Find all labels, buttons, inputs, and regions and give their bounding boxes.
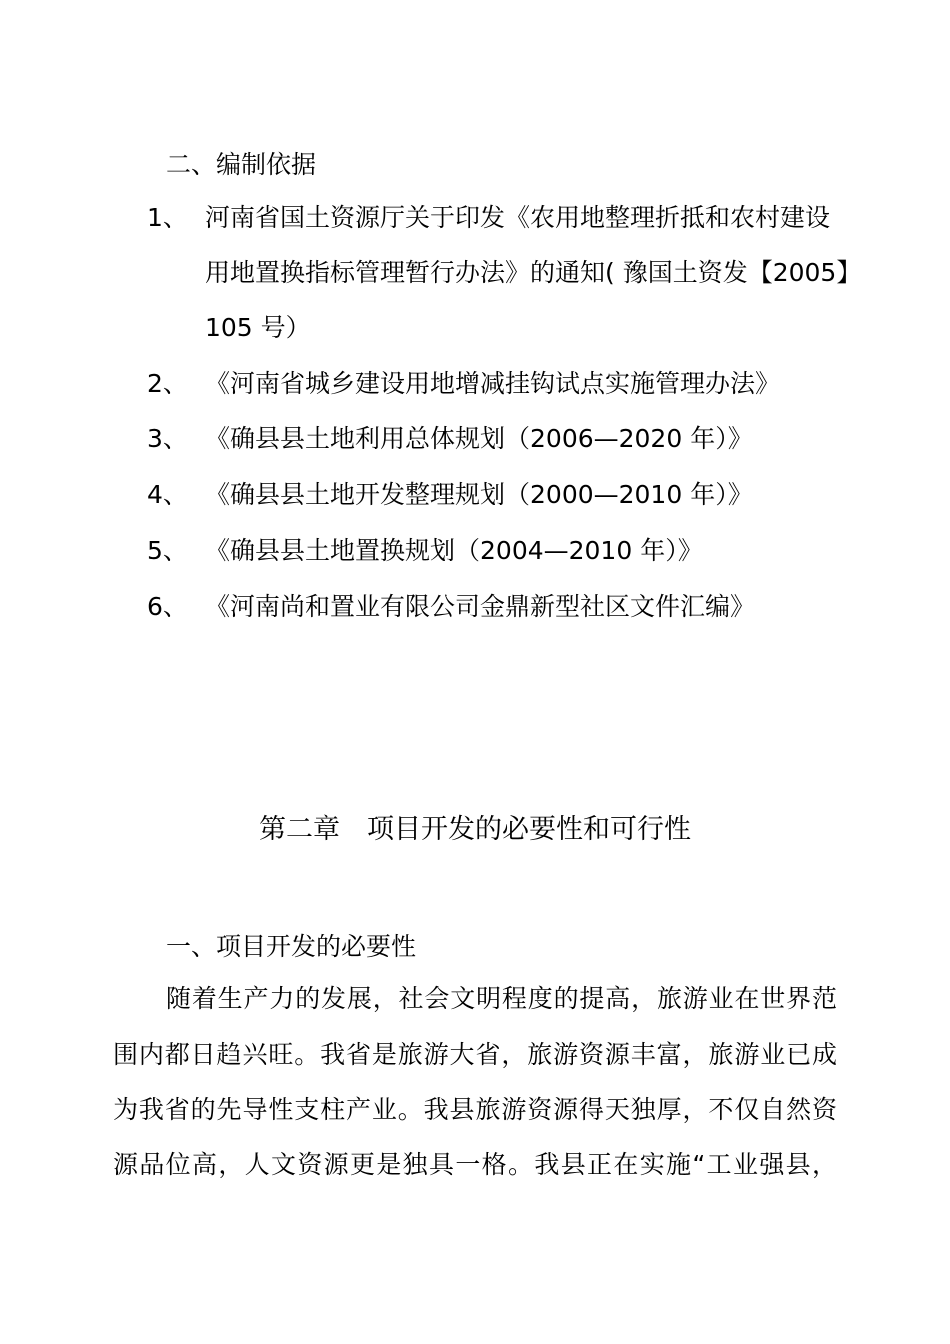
paragraph-line: 围内都日趋兴旺。我省是旅游大省，旅游资源丰富，旅游业已成 — [113, 1040, 837, 1069]
list-item-number: 4、 — [147, 480, 188, 509]
list-item-number: 5、 — [147, 536, 188, 565]
list-item-number: 6、 — [147, 592, 188, 621]
list-item-text: 《河南省城乡建设用地增减挂钩试点实施管理办法》 — [205, 369, 781, 398]
paragraph-line: 源品位高，人文资源更是独具一格。我县正在实施“工业强县， — [113, 1150, 837, 1179]
list-item-text: 《确县县土地开发整理规划（2000—2010 年）》 — [205, 480, 753, 509]
paragraph-line: 随着生产力的发展，社会文明程度的提高，旅游业在世界范 — [166, 984, 837, 1013]
list-item-number: 2、 — [147, 369, 188, 398]
list-item-text: 《河南尚和置业有限公司金鼎新型社区文件汇编》 — [205, 592, 756, 621]
list-item-text: 河南省国土资源厅关于印发《农用地整理折抵和农村建设 — [205, 203, 831, 232]
list-item-text: 《确县县土地置换规划（2004—2010 年）》 — [205, 536, 703, 565]
list-item-text: 105 号） — [205, 313, 311, 342]
list-item-number: 3、 — [147, 424, 188, 453]
chapter-title: 第二章 项目开发的必要性和可行性 — [259, 814, 691, 845]
list-item-number: 1、 — [147, 203, 188, 232]
section-heading-necessity: 一、项目开发的必要性 — [166, 932, 417, 961]
paragraph-line: 为我省的先导性支柱产业。我县旅游资源得天独厚，不仅自然资 — [113, 1095, 837, 1124]
list-item-text: 用地置换指标管理暂行办法》的通知( 豫国土资发【2005】 — [205, 258, 862, 287]
section-heading-basis: 二、编制依据 — [166, 150, 317, 179]
list-item-text: 《确县县土地利用总体规划（2006—2020 年）》 — [205, 424, 753, 453]
